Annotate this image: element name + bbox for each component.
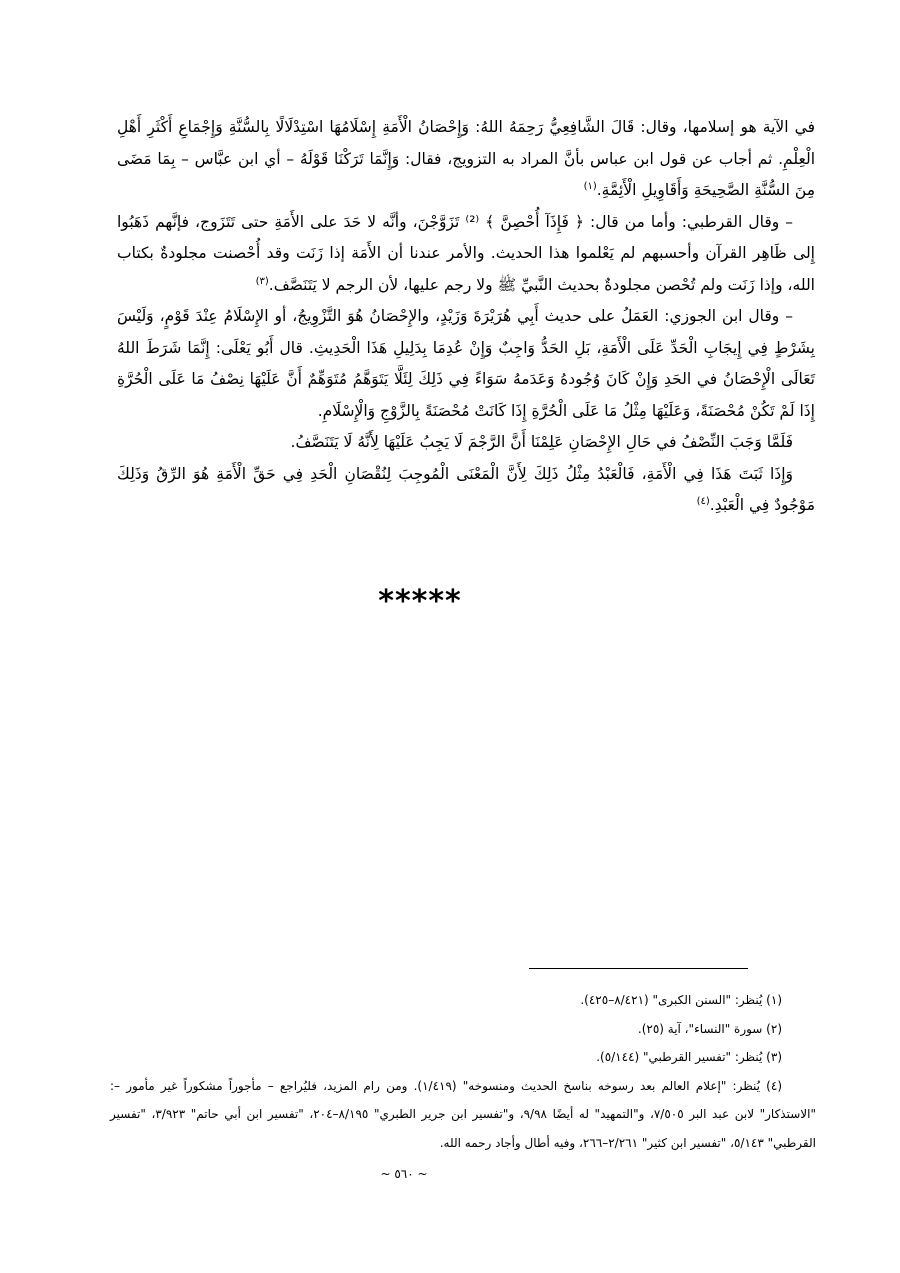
paragraph-text: – وقال ابن الجوزي: العَمَلُ على حديث أَبِي هُرَيْرَةَ وَزَيْدٍ، والإِحْصَانُ هُوَ التَّزْوِيجُ، أو الإِسْلَامُ عِنْدَ قَوْمٍ، وَلَيْسَ بِشَرْطٍ فِي إِيجَابِ الْحَدِّ عَلَى الْأَمَةِ، بَلِ الحَدُّ وَاجِبٌ وَإِنْ عُدِمَا بِدَلِيلِ هَذَا الْحَدِيثِ. قال أَبُو يَعْلَى: إِنَّمَا شَرَطَ اللهُ تَعَالَى الْإِحْصَانُ في الحَدِ وَإِنْ كَانَ وُجُودهُ وَعَدَمهُ سَوَاءً فِي ذَلِكَ لِئَلَّا يَتَوَهَّمُ مُتَوَهِّمٌ أَنَّ عَلَيْهَا نِصْفُ مَا عَلَى الْحُرَّةِ إِذَا لَمْ تَكُنْ مُحْصَنَةً، وَعَلَيْهَا مِثْلُ مَا عَلَى الْحُرَّةِ إِذَا كَانَتْ مُحْصَنَةً بِالزَّوْجِ وَالْإِسْلَامِ. — [117, 307, 815, 420]
footnote-reference: (١) — [583, 180, 597, 192]
paragraph — [117, 207, 815, 302]
footnote-reference: (٣) — [255, 275, 269, 287]
paragraph-text: في الآية هو إسلامها، وقال: قَالَ الشَّافِعِيُّ رَحِمَهُ اللهُ: وَإِحْصَانُ الْأَمَةِ إِسْلَامُهَا اسْتِدْلَالًا بِالسُّنَّةِ وَإِجْمَاعِ أَكْثَرِ أَهْلِ الْعِلْمِ. ثم أجاب عن قول ابن عباس بأنَّ المراد به التزويج، فقال: وَإِنَّمَا تَرَكْنَا قَوْلَهُ – أي ابن عبَّاس – بِمَا مَضَى مِنَ السُّنَّةِ الصَّحِيحَةِ وَأَقَاوِيلِ الْأَئِمَّةِ. — [117, 118, 815, 199]
footnotes — [110, 986, 816, 1157]
paragraph — [117, 112, 815, 207]
paragraph-text: وَإِذَا ثَبَتَ هَذَا فِي الْأَمَةِ، فَالْعَبْدُ مِثْلُ ذَلِكَ لِأَنَّ الْمَعْنَى الْمُوجِبَ لِنُقْصَانِ الْحَدِ فِي حَقِّ الْأَمَةِ هُوَ الرِّقُ وَذَلِكَ مَوْجُودٌ فِي الْعَبْدِ. — [117, 464, 815, 514]
main-text — [117, 112, 815, 522]
footnote-reference: (٤) — [696, 495, 710, 507]
page-number: ~ ٥٦٠ ~ — [380, 1167, 428, 1181]
footnote: (١) يُنظر: "السنن الكبرى" (٨/٤٢١–٤٢٥). — [580, 993, 782, 1007]
section-separator: ***** — [378, 584, 462, 619]
paragraph-text: – وقال القرطبي: وأما من قال: ﴿ فَإِذَآ أُحْصِنَّ ﴾ ⁽²⁾ تَزَوَّجْنَ، وأنَّه لا حَدَ على الأَمَةِ حتى تَتَزَوج، فإنَّهم ذَهَبُوا إِلى ظَاهِر القرآن وأحسبهم لم يَعْلموا هذا الحديث. والأمر عندنا أن الأَمَة إذا زَنَت وقد أُحْصنت مجلودةٌ بكتاب الله، وإذا زَنَت ولم تُحْصن مجلودةٌ بحديث النَّبيِّ ﷺ ولا رجم عليها، لأن الرجم لا يَتَنَصَّف. — [117, 212, 815, 294]
footnote: (٣) يُنظر: "تفسير القرطبي" (٥/١٤٤). — [596, 1050, 782, 1064]
footnote: (٤) يُنظر: "إعلام العالم بعد رسوخه بناسخ الحديث ومنسوخه" (١/٤١٩). ومن رام المزيد، فليُراجع – مأجوراً مشكوراً غير مأمور –: "الاستذكار" لابن عبد البر ٧/٥٠٥، و"التمهيد" له أيضًا ٩/٩٨، و"تفسير ابن جرير الطبري" ٨/١٩٥–٢٠٤، "تفسير ابن أبي حاتم" ٣/٩٢٣، "تفسير القرطبي" ٥/١٤٣، "تفسير ابن كثير" ٢/٢٦١–٢٦٦، وفيه أطال وأجاد رحمه الله. — [110, 1078, 816, 1150]
footnote: (٢) سورة "النساء"، آية (٢٥). — [637, 1021, 782, 1036]
paragraph — [117, 459, 815, 522]
paragraph — [117, 301, 815, 427]
paragraph — [117, 427, 815, 459]
paragraph-text: فَلَمَّا وَجَبَ النِّصْفُ في حَالِ الإِحْصَانِ عَلِمْنَا أَنَّ الرَّجْمَ لَا يَجِبُ عَلَيْهَا لِأَنَّهُ لَا يَتَنَصَّفُ. — [290, 433, 793, 451]
footnote-divider — [529, 968, 748, 969]
